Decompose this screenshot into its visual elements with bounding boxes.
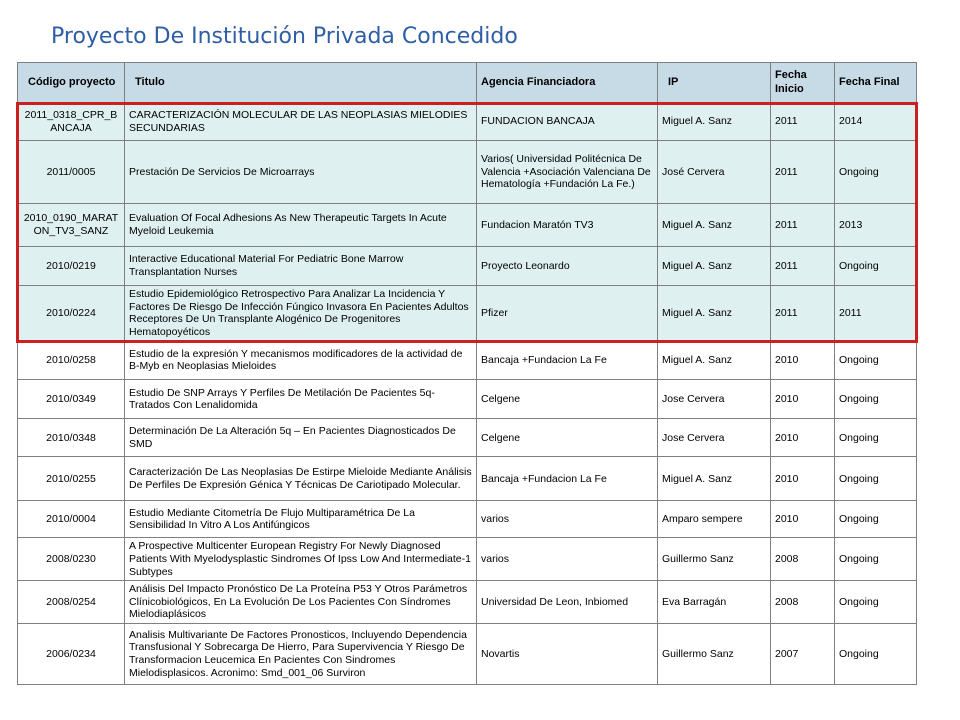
- cell-ip-text: Miguel A. Sanz: [662, 115, 733, 128]
- page-title: Proyecto De Institución Privada Concedido: [51, 24, 518, 49]
- cell-titulo-text: Estudio de la expresión Y mecanismos modificadores de la actividad de B-Myb en Neoplasias Mieloides: [129, 347, 463, 373]
- cell-final-text: Ongoing: [839, 647, 879, 660]
- cell-ip: [658, 457, 771, 501]
- cell-final: [835, 141, 917, 204]
- cell-final-text: Ongoing: [839, 595, 879, 608]
- cell-ip-text: Miguel A. Sanz: [662, 259, 733, 272]
- cell-codigo: [18, 623, 125, 684]
- cell-titulo-text: Estudio De SNP Arrays Y Perfiles De Metilación De Pacientes 5q- Tratados Con Lenalidomida: [129, 386, 435, 412]
- cell-final: [835, 204, 917, 247]
- cell-titulo-text: Estudio Epidemiológico Retrospectivo Para Analizar La Incidencia Y Factores De Riesgo De Infección Fúngico Invasora En Pacientes Adultos Receptores De Un Transplante Alogénico De Progenitores Hematopoyéticos: [129, 288, 469, 338]
- table-row: [18, 204, 917, 247]
- cell-final: [835, 341, 917, 380]
- cell-final: [835, 380, 917, 419]
- cell-codigo: [18, 419, 125, 457]
- cell-final: [835, 538, 917, 581]
- cell-inicio: [771, 286, 835, 341]
- cell-titulo: [125, 581, 477, 624]
- cell-ip-text: Guillermo Sanz: [662, 647, 734, 660]
- cell-codigo-text: 2010/0004: [46, 513, 96, 526]
- cell-final: [835, 623, 917, 684]
- cell-titulo: [125, 538, 477, 581]
- cell-titulo-text: Caracterización De Las Neoplasias De Estirpe Mieloide Mediante Análisis De Perfiles De Expresión Génica Y Técnicas De Cariotipado Molecular.: [129, 466, 472, 491]
- cell-codigo-text: 2010/0258: [46, 354, 96, 367]
- cell-ip-text: Miguel A. Sanz: [662, 306, 733, 319]
- header-inicio: Fecha Inicio: [771, 63, 835, 103]
- cell-final-text: Ongoing: [839, 513, 879, 526]
- cell-inicio: [771, 581, 835, 624]
- cell-titulo-text: Analisis Multivariante De Factores Pronosticos, Incluyendo Dependencia Transfusional Y Sobrecarga De Hierro, Para Supervivencia Y Riesgo De Transformacion Leucemica En Pacientes Con Sindromes Mielodisplasicos. Acronimo: Smd_001_06 Surviron: [129, 628, 467, 679]
- cell-agencia: [477, 204, 658, 247]
- cell-ip-text: Miguel A. Sanz: [662, 472, 733, 485]
- table-row: [18, 457, 917, 501]
- header-titulo: Titulo: [125, 63, 477, 103]
- cell-final: [835, 286, 917, 341]
- cell-inicio: [771, 538, 835, 581]
- cell-titulo-text: A Prospective Multicenter European Registry For Newly Diagnosed Patients With Myelodysplastic Sindromes Of Ipss Low And Intermediate-1 Subtypes: [129, 540, 471, 578]
- cell-titulo: [125, 623, 477, 684]
- cell-final-text: Ongoing: [839, 259, 879, 272]
- cell-agencia: [477, 581, 658, 624]
- cell-final: [835, 419, 917, 457]
- table-row: [18, 103, 917, 141]
- cell-agencia: [477, 623, 658, 684]
- cell-titulo: [125, 501, 477, 538]
- cell-ip: [658, 538, 771, 581]
- cell-agencia: [477, 457, 658, 501]
- cell-agencia-text: Novartis: [481, 647, 520, 660]
- cell-codigo-text: 2006/0234: [46, 647, 96, 660]
- table-body: [18, 103, 917, 685]
- cell-ip-text: Eva Barragán: [662, 595, 727, 608]
- cell-titulo: [125, 380, 477, 419]
- cell-final-text: Ongoing: [839, 354, 879, 367]
- cell-ip: [658, 103, 771, 141]
- cell-final-text: Ongoing: [839, 472, 879, 485]
- cell-final-text: Ongoing: [839, 393, 879, 406]
- table-row: [18, 419, 917, 457]
- cell-codigo-text: 2011_0318_CPR_BANCAJA: [24, 108, 118, 134]
- cell-titulo: [125, 247, 477, 286]
- table-header-row: [18, 63, 917, 103]
- cell-final: [835, 581, 917, 624]
- cell-inicio-text: 2010: [775, 513, 799, 526]
- cell-titulo-text: Interactive Educational Material For Pediatric Bone Marrow Transplantation Nurses: [129, 253, 404, 278]
- cell-agencia: [477, 286, 658, 341]
- cell-codigo: [18, 341, 125, 380]
- cell-ip-text: Jose Cervera: [662, 393, 725, 406]
- table-row: [18, 141, 917, 204]
- cell-codigo: [18, 204, 125, 247]
- cell-inicio: [771, 341, 835, 380]
- cell-final: [835, 501, 917, 538]
- table-row: [18, 380, 917, 419]
- cell-inicio-text: 2010: [775, 431, 799, 444]
- cell-titulo: [125, 286, 477, 341]
- cell-final-text: 2014: [839, 115, 863, 128]
- cell-titulo: [125, 204, 477, 247]
- cell-final-text: 2011: [839, 306, 862, 319]
- cell-codigo: [18, 457, 125, 501]
- cell-ip: [658, 341, 771, 380]
- cell-inicio: [771, 457, 835, 501]
- cell-titulo-text: Evaluation Of Focal Adhesions As New Therapeutic Targets In Acute Myeloid Leukemia: [129, 212, 447, 237]
- cell-agencia-text: Fundacion Maratón TV3: [481, 218, 594, 231]
- cell-agencia-text: varios: [481, 513, 510, 526]
- cell-inicio-text: 2011: [775, 115, 798, 128]
- cell-inicio-text: 2007: [775, 647, 799, 660]
- cell-titulo-text: Prestación De Servicios De Microarrays: [129, 165, 315, 178]
- cell-titulo-text: Determinación De La Alteración 5q – En Pacientes Diagnosticados De SMD: [129, 425, 456, 450]
- cell-titulo: [125, 457, 477, 501]
- cell-titulo-text: Análisis Del Impacto Pronóstico De La Proteína P53 Y Otros Parámetros Clínicobiológicos, En La Evolución De Los Pacientes Con Síndromes Mielodiaplásicos: [129, 583, 468, 621]
- cell-final: [835, 247, 917, 286]
- cell-final-text: Ongoing: [839, 431, 879, 444]
- cell-ip: [658, 141, 771, 204]
- cell-inicio-text: 2010: [775, 354, 799, 367]
- cell-ip-text: José Cervera: [662, 165, 725, 178]
- cell-inicio-text: 2011: [775, 165, 798, 178]
- table-row: [18, 501, 917, 538]
- cell-codigo-text: 2010/0255: [46, 472, 96, 485]
- cell-ip-text: Miguel A. Sanz: [662, 218, 733, 231]
- cell-codigo: [18, 141, 125, 204]
- cell-codigo-text: 2010_0190_MARATON_TV3_SANZ: [23, 212, 119, 237]
- cell-codigo: [18, 286, 125, 341]
- cell-ip: [658, 501, 771, 538]
- cell-agencia: [477, 419, 658, 457]
- cell-agencia: [477, 141, 658, 204]
- table-row: [18, 538, 917, 581]
- cell-inicio-text: 2011: [775, 218, 798, 231]
- cell-agencia: [477, 380, 658, 419]
- header-final: Fecha Final: [835, 63, 917, 103]
- cell-ip: [658, 380, 771, 419]
- cell-final: [835, 457, 917, 501]
- cell-codigo-text: 2010/0224: [46, 306, 96, 319]
- cell-ip: [658, 247, 771, 286]
- cell-ip: [658, 204, 771, 247]
- cell-agencia-text: Universidad De Leon, Inbiomed: [481, 595, 629, 608]
- table-row: [18, 623, 917, 684]
- cell-codigo-text: 2011/0005: [46, 165, 96, 178]
- cell-agencia: [477, 501, 658, 538]
- cell-codigo-text: 2010/0219: [46, 259, 96, 272]
- cell-final: [835, 103, 917, 141]
- cell-codigo-text: 2008/0254: [46, 595, 96, 608]
- cell-agencia-text: FUNDACION BANCAJA: [481, 115, 595, 128]
- cell-inicio: [771, 380, 835, 419]
- cell-codigo: [18, 247, 125, 286]
- cell-ip-text: Guillermo Sanz: [662, 552, 734, 565]
- cell-titulo: [125, 141, 477, 204]
- cell-agencia-text: Pfizer: [481, 306, 508, 319]
- cell-agencia-text: Celgene: [481, 393, 521, 406]
- cell-ip-text: Amparo sempere: [662, 513, 743, 526]
- cell-ip: [658, 419, 771, 457]
- cell-agencia-text: Proyecto Leonardo: [481, 259, 570, 272]
- cell-codigo-text: 2010/0348: [46, 431, 96, 444]
- cell-agencia-text: Bancaja +Fundacion La Fe: [481, 472, 607, 485]
- cell-titulo-text: Estudio Mediante Citometría De Flujo Multiparamétrica De La Sensibilidad In Vitro A Los Antifúngicos: [129, 506, 415, 532]
- cell-agencia-text: Bancaja +Fundacion La Fe: [481, 354, 607, 367]
- cell-codigo: [18, 581, 125, 624]
- cell-agencia-text: varios: [481, 552, 510, 565]
- cell-codigo: [18, 501, 125, 538]
- cell-inicio: [771, 247, 835, 286]
- cell-codigo: [18, 103, 125, 141]
- cell-titulo: [125, 341, 477, 380]
- cell-ip: [658, 623, 771, 684]
- cell-inicio-text: 2010: [775, 472, 799, 485]
- cell-inicio-text: 2011: [775, 259, 798, 272]
- cell-inicio: [771, 204, 835, 247]
- table-row: [18, 286, 917, 341]
- projects-table: [17, 62, 917, 685]
- cell-codigo-text: 2008/0230: [46, 552, 96, 565]
- cell-ip-text: Jose Cervera: [662, 431, 725, 444]
- cell-ip-text: Miguel A. Sanz: [662, 354, 733, 367]
- cell-agencia: [477, 247, 658, 286]
- cell-ip: [658, 286, 771, 341]
- cell-agencia-text: Varios( Universidad Politécnica De Valencia +Asociación Valenciana De Hematología +Fundación La Fe.): [481, 153, 651, 191]
- cell-inicio: [771, 501, 835, 538]
- cell-final-text: Ongoing: [839, 165, 879, 178]
- cell-titulo: [125, 103, 477, 141]
- cell-inicio-text: 2011: [775, 306, 798, 319]
- cell-codigo-text: 2010/0349: [46, 393, 96, 406]
- cell-ip: [658, 581, 771, 624]
- cell-inicio: [771, 103, 835, 141]
- table-row: [18, 581, 917, 624]
- cell-titulo-text: CARACTERIZACIÓN MOLECULAR DE LAS NEOPLASIAS MIELODIES SECUNDARIAS: [129, 108, 468, 134]
- cell-titulo: [125, 419, 477, 457]
- cell-codigo: [18, 380, 125, 419]
- cell-final-text: Ongoing: [839, 552, 879, 565]
- header-codigo: Código proyecto: [18, 63, 125, 103]
- table-row: [18, 341, 917, 380]
- cell-agencia: [477, 538, 658, 581]
- cell-inicio: [771, 419, 835, 457]
- cell-inicio-text: 2008: [775, 552, 799, 565]
- header-ip: IP: [658, 63, 771, 103]
- table-row: [18, 247, 917, 286]
- cell-agencia: [477, 341, 658, 380]
- header-agencia: Agencia Financiadora: [477, 63, 658, 103]
- cell-inicio: [771, 623, 835, 684]
- cell-codigo: [18, 538, 125, 581]
- cell-inicio-text: 2010: [775, 393, 799, 406]
- cell-final-text: 2013: [839, 218, 863, 231]
- cell-inicio-text: 2008: [775, 595, 799, 608]
- cell-inicio: [771, 141, 835, 204]
- cell-agencia-text: Celgene: [481, 431, 521, 444]
- cell-agencia: [477, 103, 658, 141]
